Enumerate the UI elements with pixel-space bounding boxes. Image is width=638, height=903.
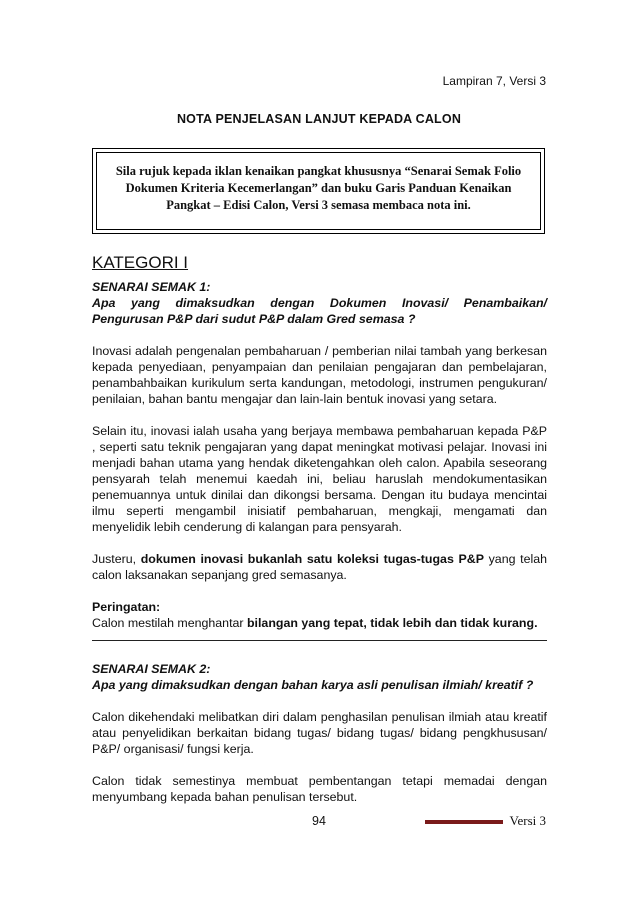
text-run: Justeru, — [92, 552, 141, 566]
bold-text: dokumen inovasi bukanlah satu koleksi tugas-tugas P&P — [140, 552, 484, 566]
category-heading: KATEGORI I — [92, 253, 189, 272]
warning-text — [92, 615, 547, 631]
notice-box — [92, 148, 545, 234]
text-run: Calon mestilah menghantar — [92, 616, 247, 630]
paragraph: Selain itu, inovasi ialah usaha yang berjaya membawa pembaharuan kepada P&P , seperti satu teknik pengajaran yang dapat meningkat motivasi pelajar. Inovasi ini menjadi bahan utama yang hendak diketengahkan oleh calon. Apabila seseorang pensyarah telah menemui kaedah ini, beliau haruslah mendokumentasikan penemuannya untuk dinilai dan dikongsi bersama. Dengan itu budaya mencintai ilmu seperti mengambil inisiatif pembaharuan, mengkaji, mengamati dan menyelidik lebih cenderung di kalangan para pensyarah. — [92, 424, 547, 534]
warning-label — [92, 599, 547, 615]
text-run: yang telah calon laksanakan sepanjang gred semasanya. — [92, 552, 547, 582]
main-content — [92, 279, 547, 805]
appendix-label: Lampiran 7, Versi 3 — [442, 74, 546, 88]
checklist-1-label: SENARAI SEMAK 1: — [92, 280, 211, 294]
page-number: 94 — [312, 814, 326, 828]
checklist-2-label: SENARAI SEMAK 2: — [92, 662, 211, 676]
paragraph-justeru — [92, 551, 547, 583]
footer-decoration-bar — [425, 820, 503, 824]
notice-box-inner — [96, 152, 541, 230]
checklist-1-question: Apa yang dimaksudkan dengan Dokumen Inovasi/ Penambaikan/ Pengurusan P&P dari sudut P&P dalam Gred semasa ? — [92, 296, 547, 326]
paragraph: Calon tidak semestinya membuat pembentangan tetapi memadai dengan menyumbang kepada bahan penulisan tersebut. — [92, 774, 547, 804]
bold-text: Peringatan: — [92, 600, 161, 614]
paragraph: Calon dikehendaki melibatkan diri dalam penghasilan penulisan ilmiah atau kreatif atau penyelidikan berkaitan bidang tugas/ bidang tugas/ bidang pengkhususan/ P&P/ organisasi/ fungsi kerja. — [92, 710, 547, 756]
notice-line: Dokumen Kriteria Kecemerlangan” dan buku Garis Panduan Kenaikan — [125, 181, 512, 195]
notice-line: Sila rujuk kepada iklan kenaikan pangkat khususnya “Senarai Semak Folio — [115, 164, 522, 178]
section-divider — [92, 640, 547, 641]
footer-version: Versi 3 — [509, 813, 546, 828]
page-title: NOTA PENJELASAN LANJUT KEPADA CALON — [176, 112, 462, 126]
notice-text — [109, 163, 528, 214]
paragraph: Inovasi adalah pengenalan pembaharuan / pemberian nilai tambah yang berkesan kepada penyediaan, penyampaian dan penilaian pengajaran dan pembelajaran, penambahbaikan kurikulum serta kandungan, metodologi, instrumen pengukuran/ penilaian, bahan bantu mengajar dan lain-lain bentuk inovasi yang setara. — [92, 344, 547, 406]
checklist-2-question: Apa yang dimaksudkan dengan bahan karya asli penulisan ilmiah/ kreatif ? — [92, 678, 534, 692]
notice-line: Pangkat – Edisi Calon, Versi 3 semasa membaca nota ini. — [166, 198, 471, 212]
bold-text: bilangan yang tepat, tidak lebih dan tidak kurang. — [246, 616, 538, 630]
